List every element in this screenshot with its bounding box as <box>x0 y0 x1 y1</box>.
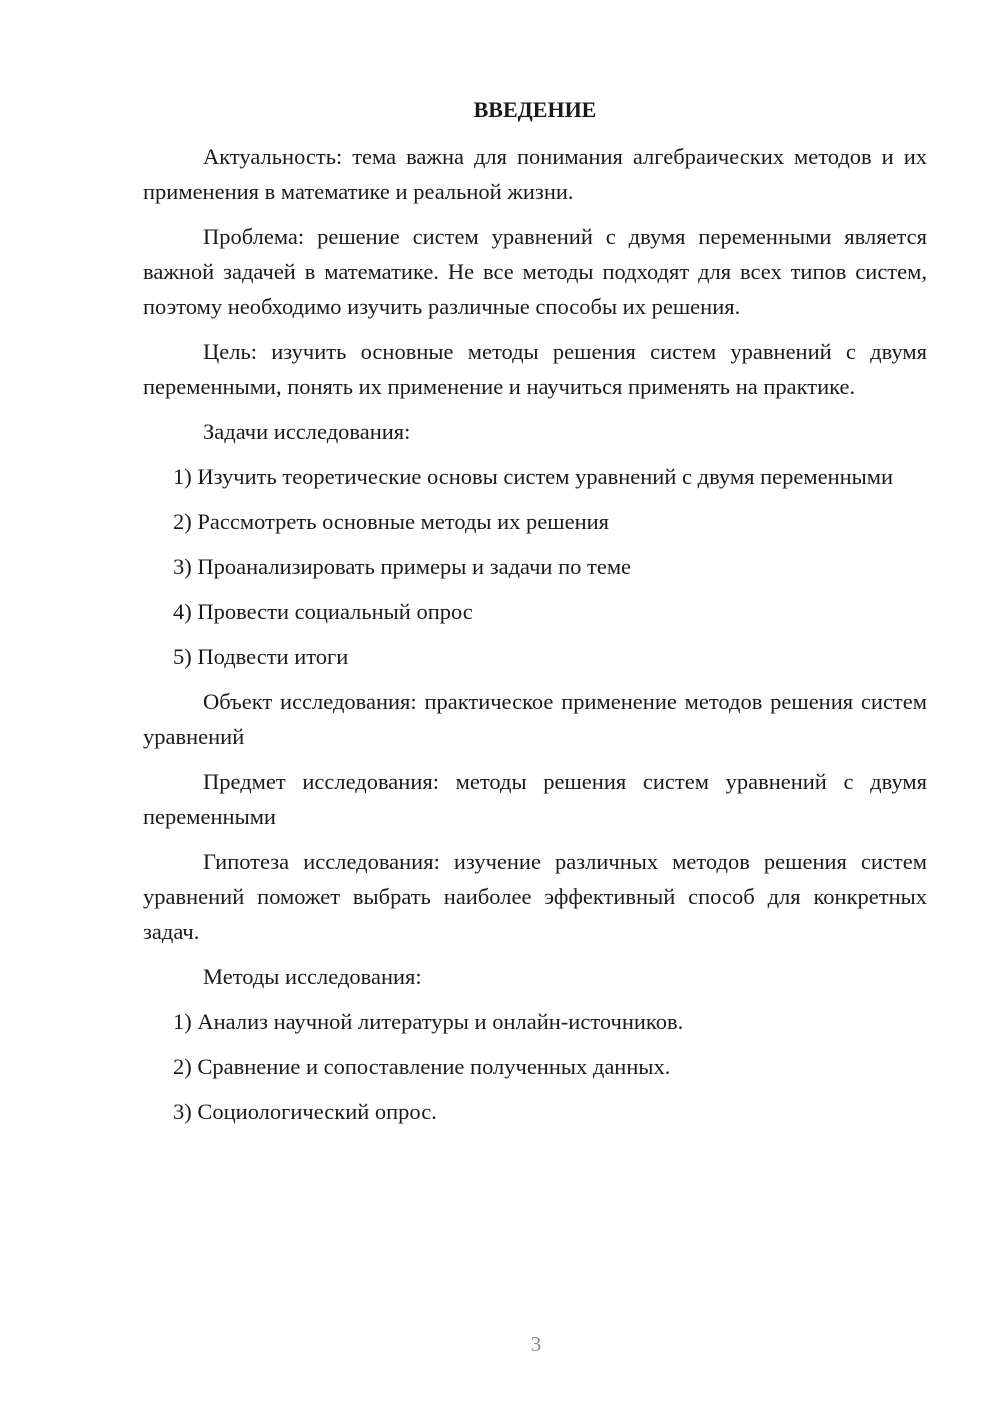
task-item-3: 3) Проанализировать примеры и задачи по теме <box>173 554 632 579</box>
task-item-2: 2) Рассмотреть основные методы их решения <box>173 509 610 534</box>
tasks-heading: Задачи исследования: <box>203 419 411 444</box>
method-item-1: 1) Анализ научной литературы и онлайн-источников. <box>173 1009 684 1034</box>
method-item-3: 3) Социологический опрос. <box>173 1099 437 1124</box>
task-item-1: 1) Изучить теоретические основы систем уравнений с двумя переменными <box>173 464 894 489</box>
task-item-5: 5) Подвести итоги <box>173 644 349 669</box>
page-number: 3 <box>530 1332 542 1356</box>
page-content <box>143 92 927 1139</box>
page-title: ВВЕДЕНИЕ <box>473 97 597 122</box>
method-item-2: 2) Сравнение и сопоставление полученных данных. <box>173 1054 671 1079</box>
subject-paragraph: Предмет исследования: методы решения систем уравнений с двумя переменными <box>143 769 927 829</box>
task-item-4: 4) Провести социальный опрос <box>173 599 473 624</box>
goal-paragraph: Цель: изучить основные методы решения систем уравнений с двумя переменными, понять их применение и научиться применять на практике. <box>143 339 927 399</box>
methods-heading: Методы исследования: <box>203 964 422 989</box>
hypothesis-paragraph: Гипотеза исследования: изучение различных методов решения систем уравнений поможет выбрать наиболее эффективный способ для конкретных задач. <box>143 849 927 944</box>
object-paragraph: Объект исследования: практическое применение методов решения систем уравнений <box>143 689 927 749</box>
problem-paragraph: Проблема: решение систем уравнений с двумя переменными является важной задачей в математике. Не все методы подходят для всех типов систем, поэтому необходимо изучить различные способы их решения. <box>143 224 927 319</box>
relevance-paragraph: Актуальность: тема важна для понимания алгебраических методов и их применения в математике и реальной жизни. <box>143 144 927 204</box>
